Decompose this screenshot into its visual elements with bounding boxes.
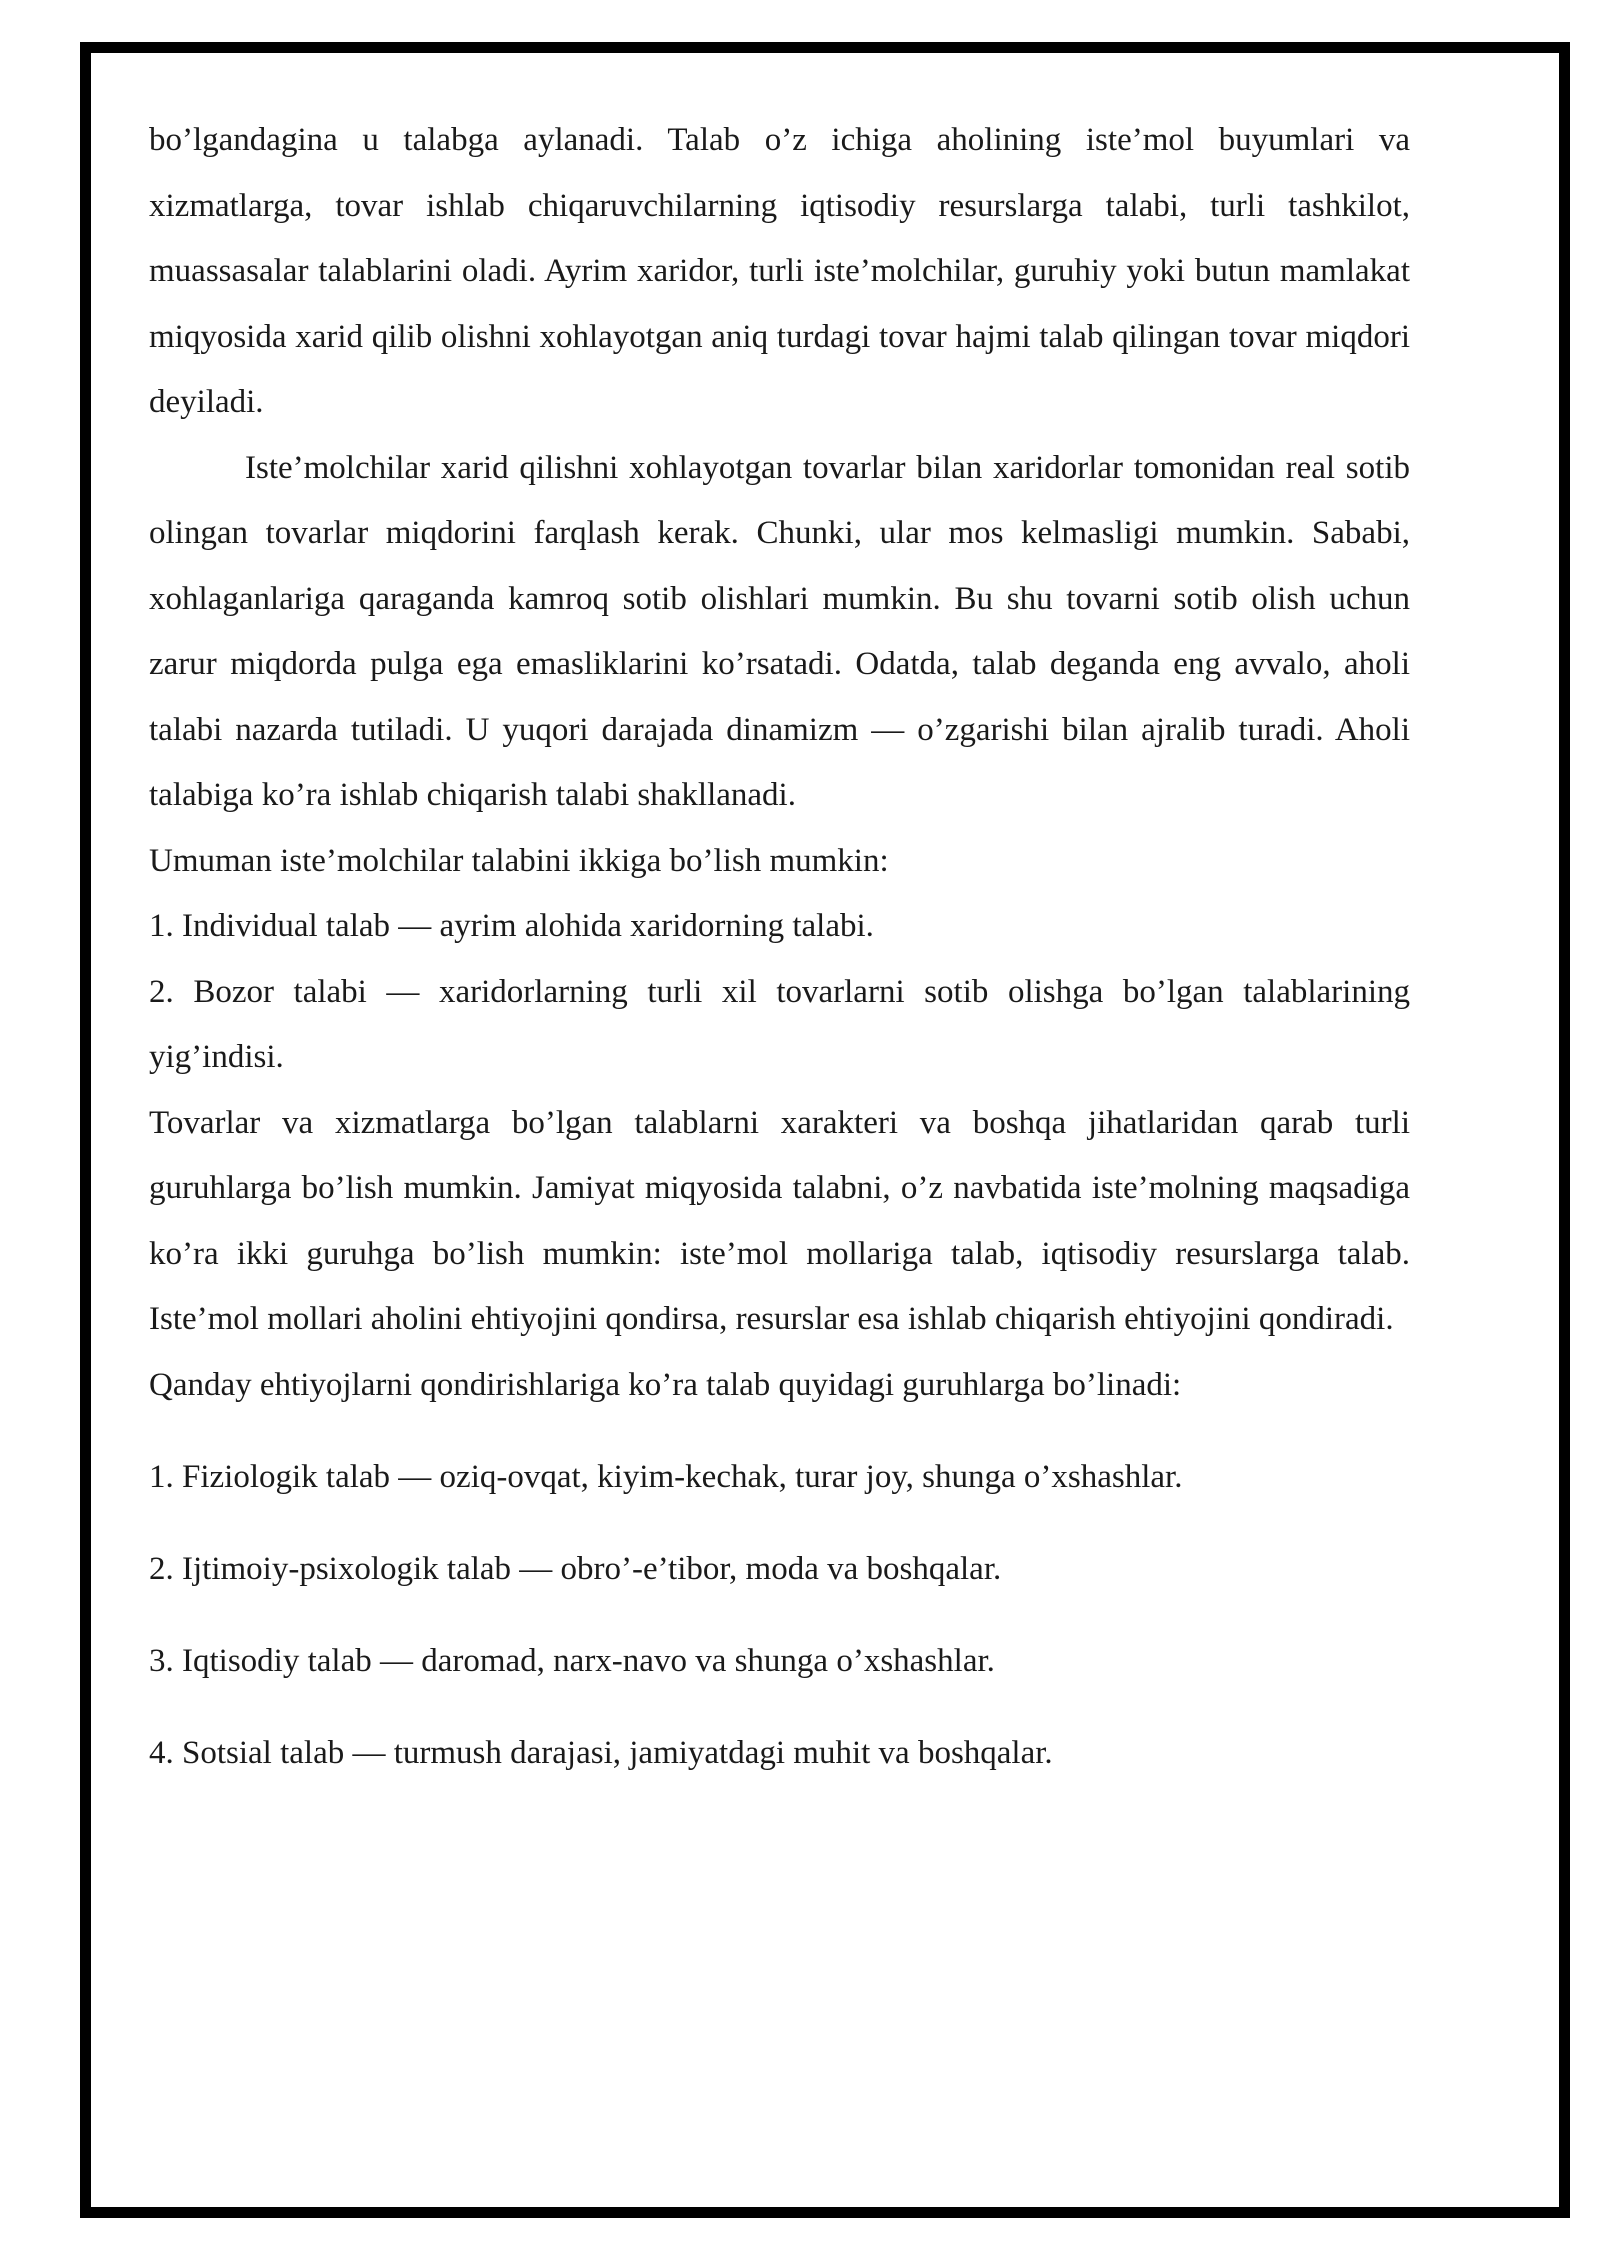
- paragraph-4: Tovarlar va xizmatlarga bo’lgan talablarni xarakteri va boshqa jihatlaridan qarab turli guruhlarga bo’lish mumkin. Jamiyat miqyosida talabni, o’z navbatida iste’molning maqsadiga ko’ra ikki guruhga bo’lish mumkin: iste’mol mollariga talab, iqtisodiy resurslarga talab. Iste’mol mollari aholini ehtiyojini qondirsa, resurslar esa ishlab chiqarish ehtiyojini qondiradi.: [149, 1104, 1410, 1337]
- list-item: 4. Sotsial talab — turmush darajasi, jamiyatdagi muhit va boshqalar.: [149, 1735, 1053, 1771]
- paragraph-5: Qanday ehtiyojlarni qondirishlariga ko’ra talab quyidagi guruhlarga bo’linadi:: [149, 1366, 1182, 1403]
- list-item: 2. Ijtimoiy-psixologik talab — obro’-e’tibor, moda va boshqalar.: [149, 1551, 1002, 1587]
- paragraph-2: Iste’molchilar xarid qilishni xohlayotgan tovarlar bilan xaridorlar tomonidan real sotib olingan tovarlar miqdorini farqlash kerak. Chunki, ular mos kelmasligi mumkin. Sababi, xohlaganlariga qaraganda kamroq sotib olishlari mumkin. Bu shu tovarni sotib olish uchun zarur miqdorda pulga ega emasliklarini ko’rsatadi. Odatda, talab deganda eng avvalo, aholi talabi nazarda tutiladi. U yuqori darajada dinamizm — o’zgarishi bilan ajralib turadi. Aholi talabiga ko’ra ishlab chiqarish talabi shakllanadi.: [149, 449, 1410, 813]
- document-body: [149, 108, 1410, 1812]
- list-item: 1. Fiziologik talab — oziq-ovqat, kiyim-kechak, turar joy, shunga o’xshashlar.: [149, 1459, 1183, 1495]
- demand-groups-list: [149, 1444, 1410, 1786]
- demand-type-2: 2. Bozor talabi — xaridorlarning turli xil tovarlarni sotib olishga bo’lgan talablarining yig’indisi.: [149, 973, 1410, 1075]
- paragraph-1: bo’lgandagina u talabga aylanadi. Talab o’z ichiga aholining iste’mol buyumlari va xizmatlarga, tovar ishlab chiqaruvchilarning iqtisodiy resurslarga talabi, turli tashkilot, muassasalar talablarini oladi. Ayrim xaridor, turli iste’molchilar, guruhiy yoki butun mamlakat miqyosida xarid qilib olishni xohlayotgan aniq turdagi tovar hajmi talab qilingan tovar miqdori deyiladi.: [149, 122, 1410, 420]
- paragraph-3: Umuman iste’molchilar talabini ikkiga bo’lish mumkin:: [149, 842, 889, 879]
- demand-type-1: 1. Individual talab — ayrim alohida xaridorning talabi.: [149, 908, 874, 944]
- list-item: 3. Iqtisodiy talab — daromad, narx-navo va shunga o’xshashlar.: [149, 1643, 995, 1679]
